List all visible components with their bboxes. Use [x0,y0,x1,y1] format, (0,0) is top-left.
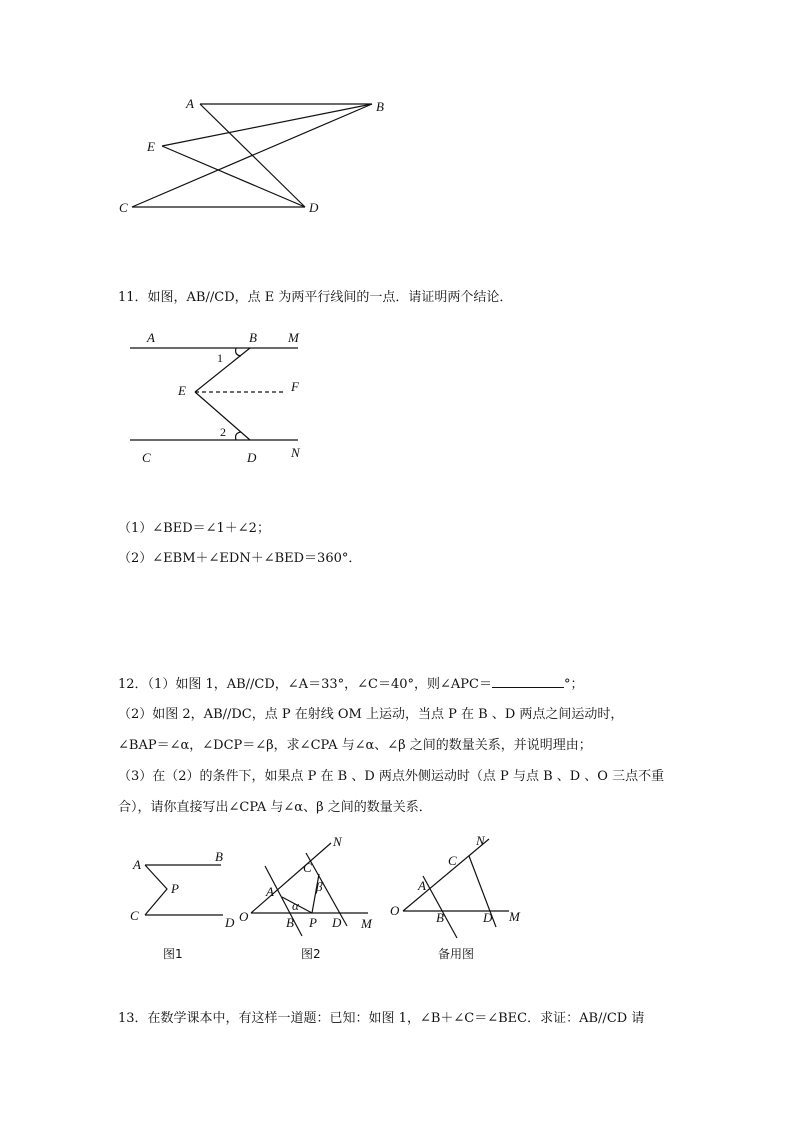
angle-2-arc [236,432,241,440]
label-P: P [171,881,179,896]
label-B: B [215,849,223,864]
top-figure [110,90,400,225]
label-E: E [147,139,155,154]
caption-fig1: 图1 [163,947,183,961]
label-N: N [333,834,342,849]
label-D: D [483,910,493,925]
label-M: M [361,916,372,931]
label-A: A [133,857,141,872]
q12-figure-1 [125,845,245,965]
label-B: B [436,910,444,925]
path-A-P-C [145,865,167,915]
q11-stem: 11．如图，AB//CD，点 E 为两平行线间的一点．请证明两个结论． [118,290,513,305]
label-A: A [418,878,426,893]
label-O: O [390,903,400,918]
label-D: D [332,915,342,930]
angle-1-arc [236,348,241,356]
label-C: C [142,450,151,465]
q12-line1-text: 12．（1）如图 1，AB//CD，∠A＝33°，∠C＝40°，则∠APC＝ [118,677,492,692]
label-angle-2: 2 [220,425,226,439]
label-B: B [376,99,384,114]
q12-line1-suffix: °； [563,677,584,692]
q11-part2: （2）∠EBM＋∠EDN＋∠BED＝360°． [118,551,362,566]
q12-line2: （2）如图 2，AB//DC，点 P 在射线 OM 上运动，当点 P 在 B 、D 两点之间运动时， [118,707,624,722]
label-C: C [303,860,312,875]
q12-line5: 合），请你直接写出∠CPA 与∠α、β 之间的数量关系． [118,800,432,815]
caption-fig2: 图2 [301,947,321,961]
q12-line1 [118,676,583,693]
label-angle-1: 1 [217,351,223,365]
label-M: M [288,330,299,345]
q12-line4: （3）在（2）的条件下，如果点 P 在 B 、D 两点外侧运动时（点 P 与点 B 、D 、O 三点不重 [118,769,665,784]
label-N: N [476,833,485,848]
label-M: M [509,909,520,924]
label-E: E [178,383,186,398]
q12-line3: ∠BAP＝∠α，∠DCP＝∠β，求∠CPA 与∠α、∠β 之间的数量关系，并说明理由； [118,738,592,753]
label-D: D [309,200,319,215]
label-D: D [247,450,257,465]
label-A: A [266,884,274,899]
q12-figure-2 [235,833,385,965]
line-AB [423,876,457,938]
label-O: O [239,909,249,924]
q11-figure [120,325,320,470]
ray-ON [251,843,331,913]
label-C: C [448,853,457,868]
label-A: A [147,330,155,345]
label-D: D [225,915,235,930]
q12-figure-backup [385,833,535,965]
label-N: N [291,445,300,460]
segment-ED [162,146,305,207]
segment-CB [132,104,372,207]
label-F: F [291,379,299,394]
q13-stem: 13．在数学课本中，有这样一道题：已知：如图 1，∠B＋∠C＝∠BEC．求证：AB//CD 请 [118,1011,645,1026]
label-C: C [119,200,128,215]
label-B: B [286,915,294,930]
label-P: P [309,915,317,930]
label-alpha: α [292,898,299,913]
q11-part1: （1）∠BED＝∠1＋∠2； [118,521,270,536]
label-A: A [186,96,194,111]
answer-blank [492,676,564,688]
label-B: B [249,330,257,345]
label-beta: β [316,879,323,894]
caption-backup: 备用图 [438,947,475,961]
label-C: C [130,908,139,923]
